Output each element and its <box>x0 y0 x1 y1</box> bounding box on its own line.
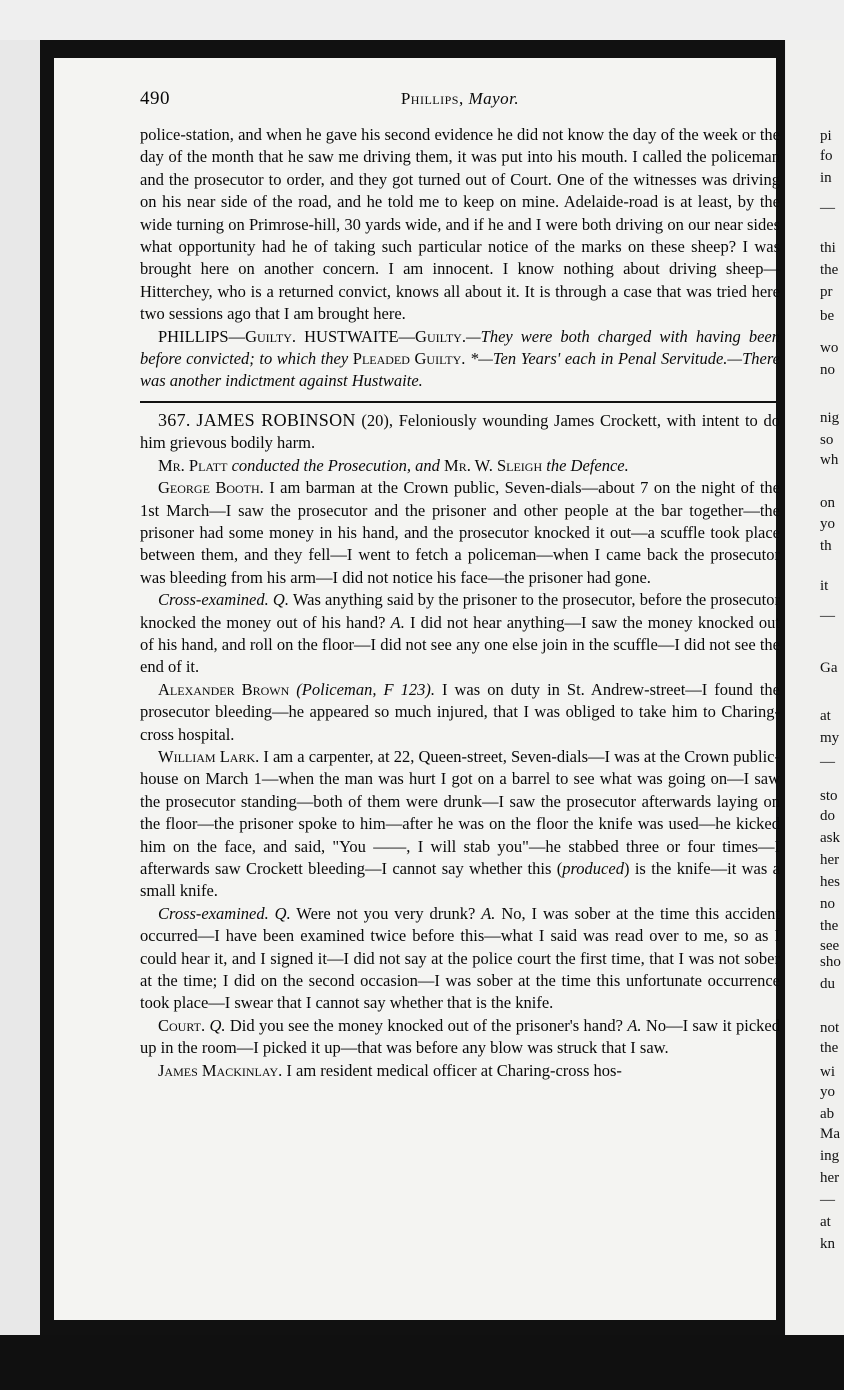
produced-note: produced <box>562 859 624 878</box>
adjacent-page-fragment: — <box>820 200 835 216</box>
adjacent-page-fragment: sto <box>820 788 838 804</box>
paragraph-witness-mackinlay <box>140 1060 780 1082</box>
adjacent-page-fragment: th <box>820 538 832 554</box>
question-marker-2: Q. <box>268 903 291 923</box>
adjacent-page-fragment: at <box>820 1214 831 1230</box>
adjacent-page-fragment: — <box>820 754 835 770</box>
witness-name-mackinlay: James Mackinlay. <box>158 1060 283 1080</box>
adjacent-page-fragment: no <box>820 896 835 912</box>
page-number: 490 <box>140 88 170 109</box>
adjacent-page-fragment: on <box>820 495 835 511</box>
adjacent-page-fragment: pr <box>820 284 833 300</box>
witness-text-brown: I was on duty in St. Andrew-street—I found the prosecutor bleeding—he appeared so much injured, that I was obliged to take him to Charing-cross hospital. <box>140 679 780 744</box>
paragraph-court <box>140 1015 780 1060</box>
adjacent-page-fragment: hes <box>820 874 840 890</box>
adjacent-page-fragment: my <box>820 730 840 746</box>
verdict-guilty-2: Guilty. <box>415 326 466 346</box>
adjacent-page-fragment: the <box>820 1040 839 1056</box>
counsel-prosecution: Mr. Platt <box>158 455 228 475</box>
adjacent-page-fragment: fo <box>820 148 833 164</box>
adjacent-page-fragment: so <box>820 432 834 448</box>
section-divider <box>140 401 780 403</box>
question-marker-1: Q. <box>268 590 289 610</box>
adjacent-page-fragment: it <box>820 578 829 594</box>
adjacent-page-fragment: her <box>820 852 840 868</box>
adjacent-page-fragment: Ga <box>820 660 838 676</box>
paragraph-defence-statement: police-station, and when he gave his second evidence he did not know the day of the week or the day of the month that he saw me driving them, it was put into his mouth. I called the policeman and the prosecutor to order, and they got turned out of Court. One of the witnesses was driving on his near side of the road, and he told me to keep on mine. Adelaide-road is at least, by the wide turning on Primrose-hill, 30 yards wide, and if he and I were both driving on our near sides what opportunity had he of taking such particular notice of the marks on these sheep? I was brought here on another concern. I am innocent. I know nothing about driving sheep—Hitterchey, who is a returned convict, knows all about it. It is through a case that was tried here two sessions ago that I am brought here. <box>140 125 780 324</box>
paragraph-cross-exam-1 <box>140 589 780 679</box>
case-charge: (20), Feloniously wounding James Crockett, with intent to do him grievous bodily harm. <box>140 410 781 453</box>
witness-role-brown: (Policeman, F 123). <box>289 679 435 699</box>
witness-text-lark-b: ) is the knife—it was a small knife. <box>140 859 780 901</box>
running-head-title: Mayor. <box>468 89 520 108</box>
adjacent-page-fragment: kn <box>820 1236 835 1252</box>
adjacent-page-fragment: the <box>820 262 839 278</box>
case-number: 367. <box>158 409 191 430</box>
page-header <box>140 88 780 112</box>
case-heading <box>140 409 780 455</box>
page-body <box>140 124 780 1082</box>
adjacent-page-fragment: the <box>820 918 839 934</box>
adjacent-page-fragment: yo <box>820 1084 835 1100</box>
adjacent-page-fragment: wh <box>820 452 839 468</box>
paragraph-verdict <box>140 326 780 393</box>
verdict-guilty-1: Guilty. <box>245 326 297 346</box>
witness-text-mackinlay: I am resident medical officer at Charing-cross hos- <box>282 1060 622 1080</box>
adjacent-page-fragment: wi <box>820 1064 835 1080</box>
adjacent-page-fragment: see <box>820 938 840 954</box>
adjacent-page-fragment: Ma <box>820 1126 840 1142</box>
adjacent-page-fragment: not <box>820 1020 840 1036</box>
adjacent-page-fragment: sho <box>820 954 841 970</box>
verdict-defendant-2: HUSTWAITE— <box>296 326 416 346</box>
adjacent-page-fragment: be <box>820 308 835 324</box>
adjacent-page-fragment: pi <box>820 128 832 144</box>
answer-marker-1: A. <box>390 612 405 632</box>
adjacent-page-fragment: in <box>820 170 832 186</box>
cross-examined-label-2: Cross-examined. <box>158 903 269 923</box>
adjacent-page-fragment: wo <box>820 340 839 356</box>
verdict-note: —They were both charged with having been before convicted; to which they <box>140 326 780 369</box>
answer-marker-2: A. <box>481 903 496 923</box>
witness-name-brown: Alexander Brown <box>158 679 290 699</box>
answer-text-1: I did not hear anything—I saw the money knocked out of his hand, and roll on the floor—I did not see any one else join in the scuffle—I did not see the end of it. <box>140 612 780 677</box>
running-head-name: Phillips, <box>400 89 464 108</box>
counsel-text-2: the Defence. <box>542 455 629 475</box>
paragraph-witness-lark <box>140 746 780 903</box>
scan-top-margin <box>0 0 844 40</box>
adjacent-page-fragment: — <box>820 608 835 624</box>
document-page <box>54 58 781 1320</box>
running-head <box>140 89 780 109</box>
paragraph-witness-brown <box>140 679 780 746</box>
adjacent-page-fragment: nig <box>820 410 840 426</box>
adjacent-page-fragment: thi <box>820 240 836 256</box>
witness-name-lark: William Lark. <box>158 746 260 766</box>
paragraph-witness-booth <box>140 477 780 589</box>
counsel-defence: Mr. W. Sleigh <box>444 455 543 475</box>
adjacent-page-fragment: yo <box>820 516 835 532</box>
court-question-marker: Q. <box>205 1015 226 1035</box>
verdict-sentence: *—Ten Years' each in Penal Servitude.—There was another indictment against Hustwaite. <box>140 349 780 391</box>
cross-examined-label-1: Cross-examined. <box>158 590 269 610</box>
court-question-text: Did you see the money knocked out of the prisoner's hand? <box>225 1015 628 1035</box>
adjacent-page-fragment: no <box>820 362 835 378</box>
counsel-text-1: conducted the Prosecution, and <box>227 455 445 475</box>
adjacent-page-fragment: ing <box>820 1148 840 1164</box>
question-text-1: Was anything said by the prisoner to the prosecutor, before the prosecutor knocked the money out of his hand? <box>140 590 780 632</box>
court-answer-text: No—I saw it picked up in the room—I picked it up—that was before any blow was struck that I saw. <box>140 1015 780 1058</box>
witness-name-booth: George Booth. <box>158 478 264 498</box>
adjacent-page-fragment: ask <box>820 830 840 846</box>
adjacent-page-fragment: do <box>820 808 835 824</box>
answer-text-2: No, I was sober at the time this accident occurred—I have been examined twice before this—what I said was read over to me, so as I could hear it, and I signed it—I did not say at the police court the first time, that I was not sober at the time; I did on the second occasion—I was sober at the time this unfortunate occurrence took place—I swear that I cannot say whether that is the knife. <box>140 903 780 1013</box>
adjacent-page-fragment: — <box>820 1192 835 1208</box>
adjacent-page-fragment: at <box>820 708 831 724</box>
case-defendant: JAMES ROBINSON <box>196 409 356 430</box>
paragraph-cross-exam-2 <box>140 903 780 1015</box>
court-label: Court. <box>158 1015 206 1035</box>
scan-bottom-margin <box>0 1335 844 1390</box>
witness-text-booth: I am barman at the Crown public, Seven-dials—about 7 on the night of the 1st March—I saw the prosecutor and the prisoner and other people at the bar together—the prisoner had some money in his hand, and the prosecutor knocked it out—a scuffle took place between them, and they fell—I went to fetch a policeman—when I came back the prosecutor was bleeding from his arm—I did not notice his face—the prisoner had gone. <box>140 478 781 587</box>
verdict-defendant-1: PHILLIPS— <box>158 326 246 346</box>
paragraph-counsel <box>140 455 780 477</box>
verdict-pleaded: Pleaded Guilty. <box>352 349 466 369</box>
adjacent-page-fragment: her <box>820 1170 840 1186</box>
adjacent-page-fragment: du <box>820 976 835 992</box>
adjacent-page-edge <box>786 40 844 1335</box>
question-text-2: Were not you very drunk? <box>290 903 482 923</box>
witness-text-lark-a: I am a carpenter, at 22, Queen-street, Seven-dials—I was at the Crown public-house on March 1—when the man was hurt I got on a barrel to see what was going on—I saw the prosecutor standing—both of them were drunk—I saw the prosecutor afterwards laying on the floor—the prisoner spoke to him—after he was on the floor the knife was used—he kicked him on the face, and said, "You ——, I will stab you"—he stabbed three or four times—I afterwards saw Crockett bleeding—I cannot say whether this ( <box>140 746 780 878</box>
court-answer-marker: A. <box>627 1015 642 1035</box>
adjacent-page-fragment: ab <box>820 1106 835 1122</box>
